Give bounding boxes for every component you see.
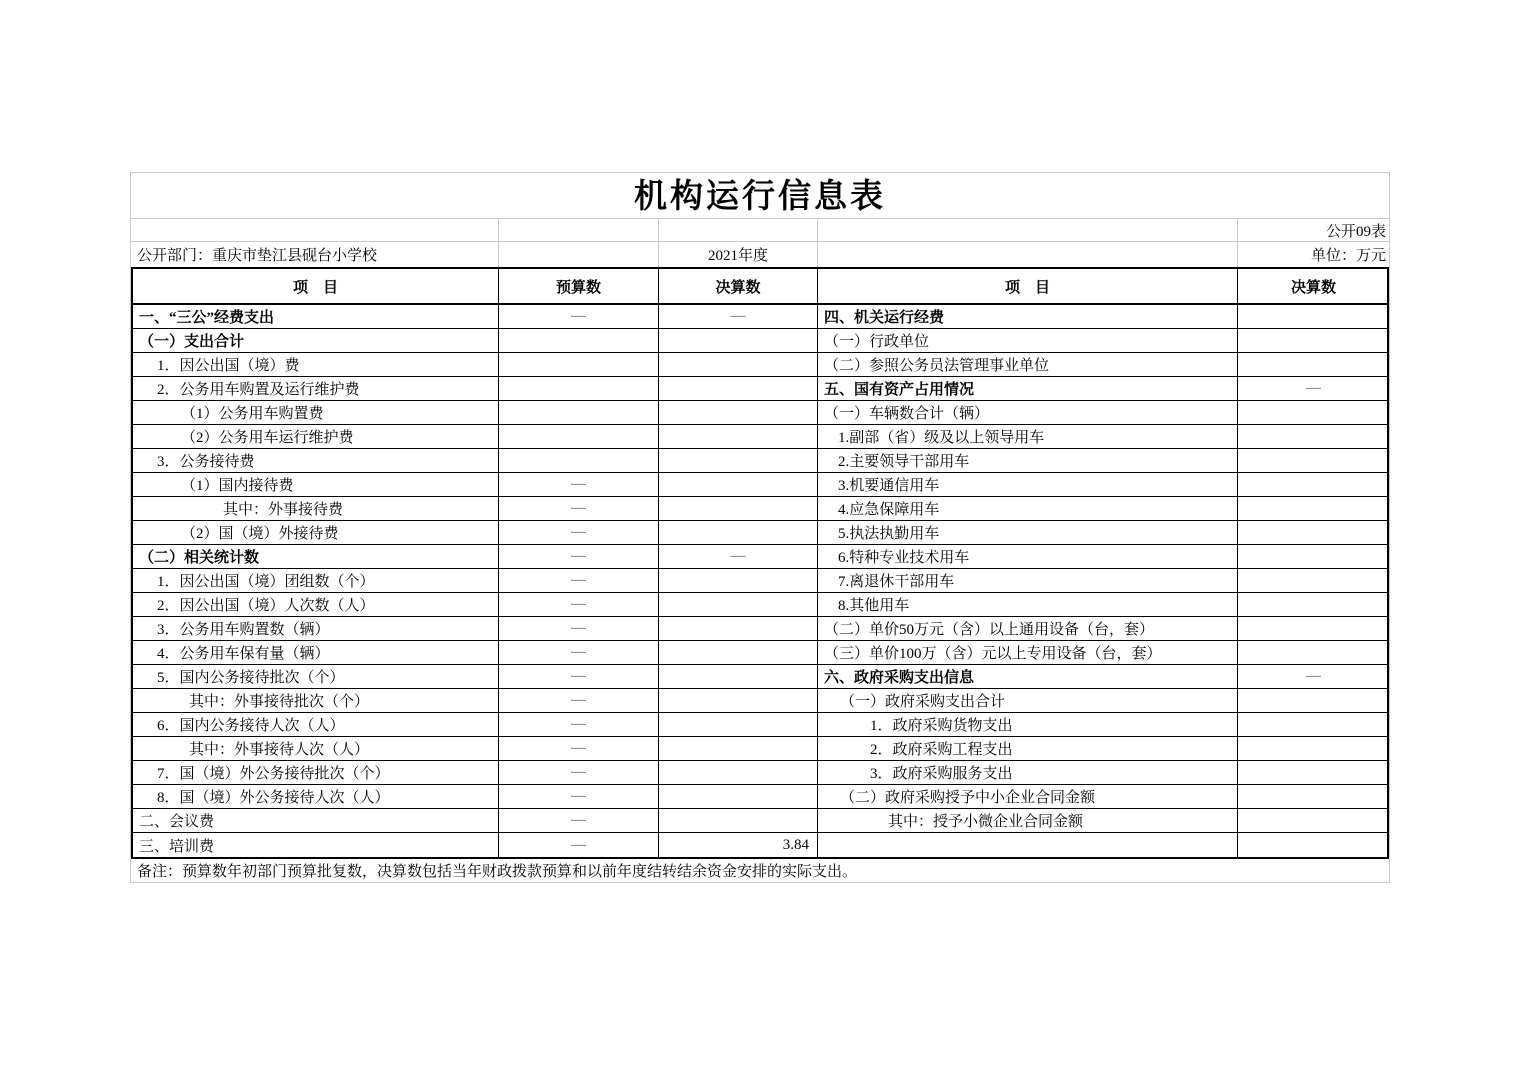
value-cell: — (499, 713, 659, 736)
value-cell (499, 329, 659, 352)
footnote-text: 备注：预算数年初部门预算批复数，决算数包括当年财政拨款预算和以前年度结转结余资金安排的实际支出。 (137, 864, 858, 880)
institution-operation-sheet (130, 172, 1390, 883)
table-row (133, 713, 1387, 737)
value-cell: — (1306, 380, 1321, 396)
value-cell (659, 521, 818, 544)
item-label-cell: （二）参照公务员法管理事业单位 (818, 353, 1238, 376)
item-label-cell: 3．公务用车购置数（辆） (133, 617, 499, 640)
value-cell (1238, 641, 1389, 664)
item-label-cell: 3.机要通信用车 (818, 473, 1238, 496)
table-row (133, 377, 1387, 401)
value-cell (1238, 521, 1389, 544)
value-cell: — (499, 545, 659, 568)
value-cell: — (499, 665, 659, 688)
table-row (133, 737, 1387, 761)
department-label: 公开部门：重庆市垫江县砚台小学校 (131, 242, 499, 267)
column-header-final-left: 决算数 (659, 269, 818, 303)
info-cell-empty (818, 242, 1238, 267)
value-cell (659, 785, 818, 808)
item-label-cell: 其中：外事接待费 (133, 497, 499, 520)
value-cell (659, 665, 818, 688)
value-cell (659, 593, 818, 616)
value-cell: — (499, 473, 659, 496)
item-label-cell: 六、政府采购支出信息 (818, 665, 1238, 688)
value-cell (1238, 401, 1389, 424)
value-cell (1238, 569, 1389, 592)
item-label-cell: 2．公务用车购置及运行维护费 (133, 377, 499, 400)
item-label-cell: 一、“三公”经费支出 (133, 305, 499, 328)
value-cell (1238, 425, 1389, 448)
item-label-cell: （一）支出合计 (133, 329, 499, 352)
item-label-cell: 2.主要领导干部用车 (818, 449, 1238, 472)
item-label-cell: 7.离退休干部用车 (818, 569, 1238, 592)
item-label-cell: 8．国（境）外公务接待人次（人） (133, 785, 499, 808)
info-cell-empty (818, 219, 1238, 241)
value-cell (659, 617, 818, 640)
sheet-label: 公开09表 (1325, 223, 1386, 240)
item-label-cell: 其中：授予小微企业合同金额 (818, 809, 1238, 832)
value-cell: — (499, 521, 659, 544)
item-label-cell: 5.执法执勤用车 (818, 521, 1238, 544)
value-cell (659, 569, 818, 592)
info-cell-empty (499, 242, 659, 267)
value-cell (659, 449, 818, 472)
table-row (133, 833, 1387, 857)
table-row (133, 353, 1387, 377)
title-row (131, 173, 1389, 219)
item-label-cell: 二、会议费 (133, 809, 499, 832)
value-cell (499, 425, 659, 448)
table-row (133, 785, 1387, 809)
item-label-cell: （1）公务用车购置费 (133, 401, 499, 424)
table-row (133, 617, 1387, 641)
table-row (133, 641, 1387, 665)
column-header-final-right: 决算数 (1290, 279, 1336, 296)
column-header-item-left: 项 目 (133, 269, 499, 303)
value-cell (659, 377, 818, 400)
table-row (133, 689, 1387, 713)
item-label-cell: 5．国内公务接待批次（个） (133, 665, 499, 688)
value-cell (659, 737, 818, 760)
item-label-cell: 8.其他用车 (818, 593, 1238, 616)
table-row (133, 545, 1387, 569)
item-label-cell: （二）政府采购授予中小企业合同金额 (818, 785, 1238, 808)
value-cell (499, 401, 659, 424)
value-cell: — (499, 737, 659, 760)
value-cell (659, 329, 818, 352)
table-row (133, 473, 1387, 497)
item-label-cell: 1．因公出国（境）费 (133, 353, 499, 376)
table-row (133, 569, 1387, 593)
item-label-cell: 4．公务用车保有量（辆） (133, 641, 499, 664)
value-cell: — (499, 593, 659, 616)
value-cell (659, 353, 818, 376)
value-cell (1238, 329, 1389, 352)
fiscal-year-label: 2021年度 (659, 242, 818, 267)
value-cell (659, 809, 818, 832)
value-cell: — (499, 809, 659, 832)
table-row (133, 809, 1387, 833)
table-row (133, 305, 1387, 329)
value-cell (1238, 761, 1389, 784)
item-label-cell: （1）国内接待费 (133, 473, 499, 496)
item-label-cell: 其中：外事接待人次（人） (133, 737, 499, 760)
value-cell: — (1306, 668, 1321, 684)
value-cell: — (499, 617, 659, 640)
value-cell: — (659, 545, 818, 568)
table-row (133, 401, 1387, 425)
value-cell (1238, 785, 1389, 808)
item-label-cell: 1．政府采购货物支出 (818, 713, 1238, 736)
item-label-cell: （一）行政单位 (818, 329, 1238, 352)
value-cell (659, 473, 818, 496)
info-cell-empty (499, 219, 659, 241)
item-label-cell: 1.副部（省）级及以上领导用车 (818, 425, 1238, 448)
value-cell (1238, 497, 1389, 520)
value-cell (659, 713, 818, 736)
value-cell (1238, 809, 1389, 832)
item-label-cell: （2）公务用车运行维护费 (133, 425, 499, 448)
value-cell (1238, 737, 1389, 760)
value-cell (499, 353, 659, 376)
value-cell (1238, 689, 1389, 712)
item-label-cell: 4.应急保障用车 (818, 497, 1238, 520)
item-label-cell: 1．因公出国（境）团组数（个） (133, 569, 499, 592)
value-cell (659, 689, 818, 712)
value-cell: — (499, 641, 659, 664)
value-cell: — (499, 569, 659, 592)
table-row (133, 665, 1387, 689)
value-cell (499, 377, 659, 400)
value-cell (1238, 593, 1389, 616)
value-cell: — (499, 497, 659, 520)
value-cell: — (659, 305, 818, 328)
table-row (133, 593, 1387, 617)
item-label-cell: 6.特种专业技术用车 (818, 545, 1238, 568)
value-cell: — (499, 689, 659, 712)
column-header-budget: 预算数 (499, 269, 659, 303)
table-row (133, 425, 1387, 449)
table-header-row (133, 269, 1387, 305)
table-row (133, 449, 1387, 473)
footnote-row (131, 859, 1389, 882)
item-label-cell: （一）政府采购支出合计 (818, 689, 1238, 712)
table-body (133, 305, 1387, 857)
info-cell-empty (659, 219, 818, 241)
item-label-cell: 6．国内公务接待人次（人） (133, 713, 499, 736)
page-title: 机构运行信息表 (634, 177, 886, 214)
item-label-cell: 7．国（境）外公务接待批次（个） (133, 761, 499, 784)
value-cell (1238, 305, 1389, 328)
value-cell: — (499, 785, 659, 808)
info-cell-empty (131, 219, 499, 241)
value-cell (499, 449, 659, 472)
item-label-cell: 3．政府采购服务支出 (818, 761, 1238, 784)
item-label-cell: 2．因公出国（境）人次数（人） (133, 593, 499, 616)
item-label-cell: （二）相关统计数 (133, 545, 499, 568)
column-header-item-right: 项 目 (818, 269, 1238, 303)
value-cell (1238, 713, 1389, 736)
unit-label: 单位：万元 (1310, 248, 1386, 264)
value-cell: — (499, 305, 659, 328)
value-cell (1238, 833, 1389, 857)
value-cell (1238, 545, 1389, 568)
table-row (133, 329, 1387, 353)
item-label-cell: （三）单价100万（含）元以上专用设备（台，套） (818, 641, 1238, 664)
table-row (133, 497, 1387, 521)
value-cell: — (499, 833, 659, 857)
value-cell (1238, 353, 1389, 376)
main-table (131, 267, 1389, 859)
item-label-cell: 三、培训费 (133, 833, 499, 857)
item-label-cell: （2）国（境）外接待费 (133, 521, 499, 544)
value-cell (1238, 473, 1389, 496)
value-cell: — (499, 761, 659, 784)
sheet-label-row (131, 219, 1389, 242)
item-label-cell: 3．公务接待费 (133, 449, 499, 472)
value-cell (659, 401, 818, 424)
item-label-cell: （一）车辆数合计（辆） (818, 401, 1238, 424)
table-row (133, 521, 1387, 545)
item-label-cell: （二）单价50万元（含）以上通用设备（台，套） (818, 617, 1238, 640)
value-cell (659, 497, 818, 520)
value-cell (659, 641, 818, 664)
meta-row (131, 242, 1389, 267)
value-cell (1238, 449, 1389, 472)
item-label-cell (818, 833, 1238, 857)
item-label-cell: 四、机关运行经费 (818, 305, 1238, 328)
item-label-cell: 2．政府采购工程支出 (818, 737, 1238, 760)
table-row (133, 761, 1387, 785)
value-cell (659, 425, 818, 448)
value-cell: 3.84 (659, 833, 818, 857)
item-label-cell: 其中：外事接待批次（个） (133, 689, 499, 712)
value-cell (659, 761, 818, 784)
item-label-cell: 五、国有资产占用情况 (818, 377, 1238, 400)
value-cell (1238, 617, 1389, 640)
